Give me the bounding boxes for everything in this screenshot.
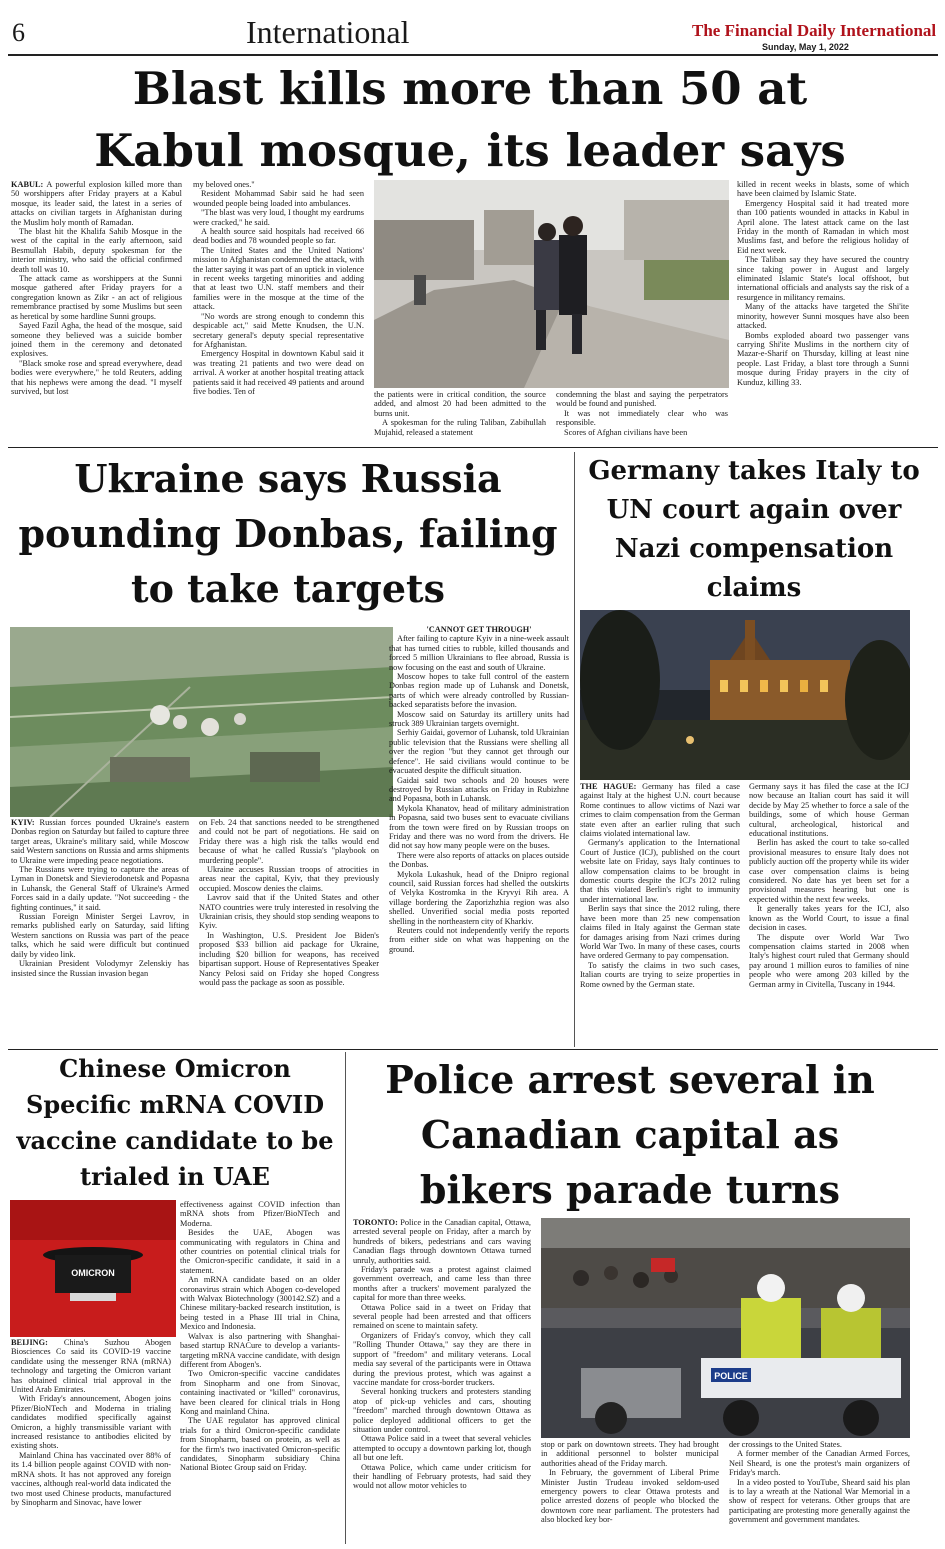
column-rule [345, 1052, 346, 1544]
donbas-aerial-photo [10, 627, 393, 817]
story2-para: After failing to capture Kyiv in a nine-week assault that has turned cities to rubble, killed thousands and forced 5 million Ukrainians to flee abroad, Russia is now focusing on the east and south of Ukraine. [389, 634, 569, 672]
story4-para: effectiveness against COVID infection than mRNA shots from Pfizer/BioNTech and Moderna. [180, 1200, 340, 1228]
story1-col2 [193, 180, 364, 442]
story3-para: Berlin has asked the court to take so-called provisional measures to ensure Italy does not publicly auction off the property while its wider case over compensation claims is being considered. No date has yet been set for a provisional measures hearing but one is expected within the next few weeks. [749, 838, 909, 904]
vaccine-photo [10, 1200, 176, 1337]
story3-dateline: THE HAGUE: [580, 782, 637, 791]
story1-para: A powerful explosion killed more than 50 worshippers after Friday prayers at a Kabul mosque, its leader said, the latest in a series of attacks on civilian targets in Afghanistan during the Muslim holy month of Ramadan. [11, 180, 182, 227]
story1-para: Many of the attacks have targeted the Shi'ite minority, however Sunni mosques have also been attacked. [737, 302, 909, 331]
story2-para: Moscow said on Saturday its artillery units had struck 389 Ukrainian targets overnight. [389, 709, 569, 729]
kabul-mosque-photo [374, 180, 729, 388]
story1-para: The blast hit the Khalifa Sahib Mosque in the west of the capital in the early afternoon, said Besmullah Habib, deputy spokesman for the interior ministry, who said the official confirmed death toll was 10. [11, 227, 182, 274]
section-rule [8, 1049, 938, 1050]
story2-para: The Russians were trying to capture the areas of Lyman in Donetsk and Sievierodonetsk and Popasna in Luhansk, the General Staff of Ukraine's Armed Forces said in a daily update. "Not succeeding - the fighting continues," it said. [11, 865, 189, 912]
story1-para: "No words are strong enough to condemn this despicable act," said Mette Knudsen, the U.N. secretary general's deputy special representative for Afghanistan. [193, 311, 364, 349]
story5-para: Ottawa Police, which came under criticism for their handling of February protests, had said they would not allow motor vehicles to [353, 1462, 531, 1491]
story1-para: "The blast was very loud, I thought my eardrums were cracked," he said. [193, 208, 364, 227]
story2-headline: Ukraine says Russia pounding Donbas, failing to take targets [18, 456, 558, 611]
story5-para: Friday's parade was a protest against claimed government overreach, and came less than three months after a truckers' movement paralyzed the capital for more than three weeks. [353, 1265, 531, 1303]
story2-col2 [199, 818, 379, 1044]
story3-para: It generally takes years for the ICJ, also known as the World Court, to issue a final decision in cases. [749, 904, 909, 933]
ottawa-police-photo [541, 1218, 910, 1438]
column-rule [574, 452, 575, 1047]
story2-para: Serhiy Gaidai, governor of Luhansk, told Ukrainian public television that the Russians were shelling all over the region "but they cannot get through our defence". He said civilians would continue to be evacuated despite the difficult situation. [389, 728, 569, 776]
story5-para: Several honking truckers and protesters standing atop of pick-up vehicles and cars, shouting "freedom" marched through downtown Ottawa as police deployed additional officers to get the situation under control. [353, 1387, 531, 1434]
story2-para: Russian Foreign Minister Sergei Lavrov, in remarks published early on Saturday, said lifting Western sanctions on Russia was part of the peace talks, which he said were difficult but continued daily by video link. [11, 912, 189, 959]
story4-dateline: BEIJING: [11, 1338, 48, 1347]
story3-para: The dispute over World War Two compensation claims started in 2008 when Italy's highest court ruled that Germany should pay around 1 million euros to families of nine people who were among 203 killed by the German army in Civitella, Tuscany in 1944. [749, 932, 909, 989]
story4-col1 [11, 1338, 171, 1545]
story1-col4 [556, 390, 728, 442]
masthead-rule [8, 54, 938, 56]
story1-para: condemning the blast and saying the perpetrators would be found and punished. [556, 390, 728, 409]
story2-para: Mykola Lukashuk, head of the Dnipro regional council, said Russian forces had shelled the outskirts of Velyka Kostromka in the Kryvyi Rih area. A village bordering the Zaporizhzhia region was also shelled. Unverified social media posts reported shelling in the northeastern city of Kharkiv. [389, 869, 569, 926]
story1-para: The United States and the United Nations' mission to Afghanistan condemned the attack, with the latter saying it was part of an uptick in violence in recent weeks targeting minorities and adding that at least two U.N. staff members and their families were in the mosque at the time of the attack. [193, 245, 364, 312]
story4-headline: Chinese Omicron Specific mRNA COVID vaccine candidate to be trialed in UAE [16, 1054, 334, 1191]
police-motorcycle-label: POLICE [714, 1371, 748, 1381]
story1-para: The attack came as worshippers at the Sunni mosque gathered after Friday prayers for a congregation known as Zikr - an act of religious remembrance practised by some Muslims but seen as heretical by some hardline Sunni groups. [11, 274, 182, 321]
story2-dateline: KYIV: [11, 818, 35, 827]
story4-para: China's Suzhou Abogen Biosciences Co said its COVID-19 vaccine candidate using the messenger RNA (mRNA) technology and targeting the Omicron variant has obtained clinical trial approval in the United Arab Emirates. [11, 1338, 171, 1395]
story2-col1 [11, 818, 189, 1044]
story2-para: Lavrov said that if the United States and other NATO countries were truly interested in resolving the Ukrainian crisis, they should stop sending weapons to Kyiv. [199, 893, 379, 931]
story2-para: Gaidai said two schools and 20 houses were destroyed by Russian attacks on Friday in Rubizhne and Popasna, both in Luhansk. [389, 775, 569, 804]
paper-name: The Financial Daily International [692, 21, 937, 40]
story1-para: A spokesman for the ruling Taliban, Zabihullah Mujahid, released a statement [374, 418, 546, 437]
hague-court-photo [580, 610, 910, 780]
story1-headline: Blast kills more than 50 at Kabul mosque, its leader says [94, 62, 846, 177]
story5-para: Organizers of Friday's convoy, which they call "Rolling Thunder Ottawa," say they are there in support of "freedom" and military veterans. Local media say several of the participants were in Ottawa during the previous protest, which was against a vaccine mandate for cross-border truckers. [353, 1330, 531, 1387]
story5-col2 [541, 1440, 719, 1545]
story2-col3 [389, 625, 569, 1044]
story4-col2 [180, 1200, 340, 1545]
story1-col5 [737, 180, 909, 442]
story1-para: The Taliban say they have secured the country since taking power in August and largely eliminated Islamic State's local offshoot, but international officials and analysts say the risk of a resurgence in militancy remains. [737, 255, 909, 302]
story3-col1 [580, 782, 740, 1044]
story3-para: Germany has filed a case against Italy at the highest U.N. court because Rome continues to allow victims of Nazi war crimes to claim compensation from the German state even after an earlier ruling that such claims violated international law. [580, 782, 740, 839]
story2-para: In Washington, U.S. President Joe Biden's proposed $33 billion aid package for Ukraine, including $20 billion for weapons, has received bipartisan support. House of Representatives Speaker Nancy Pelosi said on Friday she hoped Congress would pass the package as soon as possible. [199, 930, 379, 987]
story1-para: Scores of Afghan civilians have been [564, 427, 688, 437]
story5-para: In February, the government of Liberal Prime Minister Justin Trudeau invoked seldom-used emergency powers to clear Ottawa protests and police arrested dozens of people who blocked the downtown core near parliament. The protesters had also blocked key bor- [541, 1468, 719, 1525]
story2-subhead: 'CANNOT GET THROUGH' [426, 625, 532, 634]
story1-para: my beloved ones." [193, 180, 255, 189]
section-title: International [246, 14, 410, 50]
story3-para: Germany says it has filed the case at the ICJ now because an Italian court has said it will decide by May 25 whether to force a sale of the buildings, some of which house German cultural, archeological, historical and educational institutions. [749, 782, 909, 839]
story5-headline: Police arrest several in Canadian capital as bikers parade turns [385, 1057, 875, 1212]
story3-headline: Germany takes Italy to UN court again over Nazi compensation claims [588, 456, 920, 603]
story1-para: killed in recent weeks in blasts, some of which have been claimed by Islamic State. [737, 180, 909, 199]
story1-para: Emergency Hospital said it had treated more than 100 patients wounded in attacks in Kabul in April alone. The latest attack came on the last Friday in the month of Ramadan in which most Muslims fast, and before the religious holiday of Eid next week. [737, 198, 909, 255]
story3-para: Germany's application to the International Court of Justice (ICJ), published on the court website late on Friday, says Italy continues to allow compensation claims to be brought in domestic courts despite the ICJ's 2012 ruling that this violated Berlin's right to immunity under international law. [580, 838, 740, 904]
story3-para: To satisfy the claims in two such cases, Italian courts are trying to seize properties in Rome owned by the German state. [580, 960, 740, 989]
story5-dateline: TORONTO: [353, 1218, 398, 1227]
story1-para: Bombs exploded aboard two passenger vans carrying Shi'ite Muslims in the northern city of Mazar-e-Sharif on Thursday, killing at least nine people. Last Friday, a blast tore through a Sunni mosque during Friday prayers in the city of Kunduz, killing 33. [737, 330, 909, 387]
story4-para: The UAE regulator has approved clinical trials for a third Omicron-specific candidate from Sinopharm, based on protein, as well as for the firm's two inactivated Omicron-specific candidates, Sinopharm subsidiary China National Biotec Group said on Friday. [180, 1416, 340, 1473]
story5-para: Police in the Canadian capital, Ottawa, arrested several people on Friday, after a march by hundreds of bikers, pedestrians and cars waving Canadian flags through downtown Ottawa turned unruly, authorities said. [353, 1218, 531, 1265]
story1-para: Emergency Hospital in downtown Kabul said it was treating 21 patients and two were dead on arrival. A worker at another hospital treating attack patients said it had received 49 patients and around five bodies. Ten of [193, 349, 364, 396]
story1-para: the patients were in critical condition, the source added, and almost 20 had been admitted to the burns unit. [374, 390, 546, 418]
story4-para: With Friday's announcement, Abogen joins Pfizer/BioNTech and Moderna in trialing candidates modified specifically against Omicron, a highly transmissible variant with increased resistance to antibodies elicited by existing shots. [11, 1394, 171, 1451]
story1-para: Resident Mohammad Sabir said he had seen wounded people being loaded into ambulances. [193, 189, 364, 208]
story2-para: Russian forces pounded Ukraine's eastern Donbas region on Saturday but failed to capture three target areas, Ukraine's military said, while Moscow said Western sanctions on Russia and arms shipments to Ukraine were impeding peace negotiations. [11, 818, 189, 865]
story2-para: on Feb. 24 that sanctions needed to be strengthened and could not be part of negotiations. He said on Friday there was a high risk the talks would end because of what he called Russia's "playbook on murdering people". [199, 818, 379, 865]
story5-para: stop or park on downtown streets. They had brought in additional personnel to bolster municipal authorities ahead of the Friday march. [541, 1440, 719, 1468]
story4-para: Mainland China has vaccinated over 88% of its 1.4 billion people against COVID with non-mRNA shots. It has not approved any foreign vaccines, although real-world data indicated the two most used Chinese products, manufactured by Sinopharm and Sinovac, have lower [11, 1450, 171, 1507]
story5-para: Ottawa Police said in a tweet that several vehicles attempted to occupy a downtown parking lot, though all but one left. [353, 1434, 531, 1463]
story1-col1 [11, 180, 182, 442]
story4-para: Two Omicron-specific vaccine candidates from Sinopharm and one from Sinovac, containing inactivated or "killed" coronavirus, have been cleared for clinical trials in Hong Kong and mainland China. [180, 1369, 340, 1416]
story2-para: Mykola Khanatov, head of military administration in Popasna, said two buses sent to evacuate civilians from the town were fired on by Russian troops on Friday and there was no word from the drivers. He did not say how many people were on the buses. [389, 803, 569, 851]
story2-para: Ukrainian President Volodymyr Zelenskiy has insisted since the Russian invasion began [11, 959, 189, 978]
story2-para: There were also reports of attacks on places outside the Donbas. [389, 850, 569, 870]
story5-para: der crossings to the United States. [729, 1440, 842, 1449]
story1-para: Sayed Fazil Agha, the head of the mosque, said someone they believed was a suicide bomber joined them in the ceremony and detonated explosives. [11, 321, 182, 359]
story4-para: Besides the UAE, Abogen was communicating with regulators in China and other countries on potential clinical trials for the Omicron-specific candidate, it said in a statement. [180, 1228, 340, 1275]
story5-para: In a video posted to YouTube, Sheard said his plan is to lay a wreath at the National War Memorial in a show of respect for veterans. Other groups that are participating are protesting more generally against the government and government mandates. [729, 1477, 910, 1525]
story5-para: Ottawa Police said in a tweet on Friday that several people had been arrested and that officers remained on scene to maintain safety. [353, 1302, 531, 1331]
story2-para: Reuters could not independently verify the reports from either side on what was happening on the ground. [389, 926, 569, 954]
story4-para: Walvax is also partnering with Shanghai-based startup RNACure to develop a variants-targeting mRNA vaccine candidate, with design different from Abogen's. [180, 1331, 340, 1369]
story1-para: It was not immediately clear who was responsible. [556, 408, 728, 428]
story3-col2 [749, 782, 909, 1044]
story2-para: Moscow hopes to take full control of the eastern Donbas region made up of Luhansk and Donetsk, parts of which were already controlled by Russian-backed separatists before the invasion. [389, 672, 569, 710]
story2-para: Ukraine accuses Russian troops of atrocities in areas near the capital, Kyiv, that they previously occupied. Moscow denies the claims. [199, 865, 379, 893]
section-rule [8, 447, 938, 448]
story5-col1 [353, 1218, 531, 1545]
story5-para: A former member of the Canadian Armed Forces, Neil Sheard, is one the protest's main organizers of Friday's march. [729, 1449, 910, 1478]
issue-date: Sunday, May 1, 2022 [762, 42, 849, 52]
story1-dateline: KABUL: [11, 180, 44, 189]
story4-para: An mRNA candidate based on an older coronavirus strain which Abogen co-developed with Walvax Biotechnology (300142.SZ) and a Chinese military-backed research institution, is being tested in a Phase III trial in China, Mexico and Indonesia. [180, 1275, 340, 1332]
vaccine-vial-label: OMICRON [71, 1268, 115, 1278]
story1-para: "Black smoke rose and spread everywhere, dead bodies were everywhere," he told Reuters, adding that his nephews were among the dead. "I myself survived, but lost [11, 358, 182, 396]
story1-para: A health source said hospitals had received 66 dead bodies and 78 wounded people so far. [193, 227, 364, 246]
story5-col3 [729, 1440, 910, 1545]
story1-col3 [374, 390, 546, 442]
story3-para: Berlin says that since the 2012 ruling, there have been more than 25 new compensation claims filed in Italy against the German state for damages arising from Nazi crimes during World War Two. In many of these cases, courts have ordered Germany to pay compensation. [580, 904, 740, 961]
page-number: 6 [12, 18, 25, 47]
